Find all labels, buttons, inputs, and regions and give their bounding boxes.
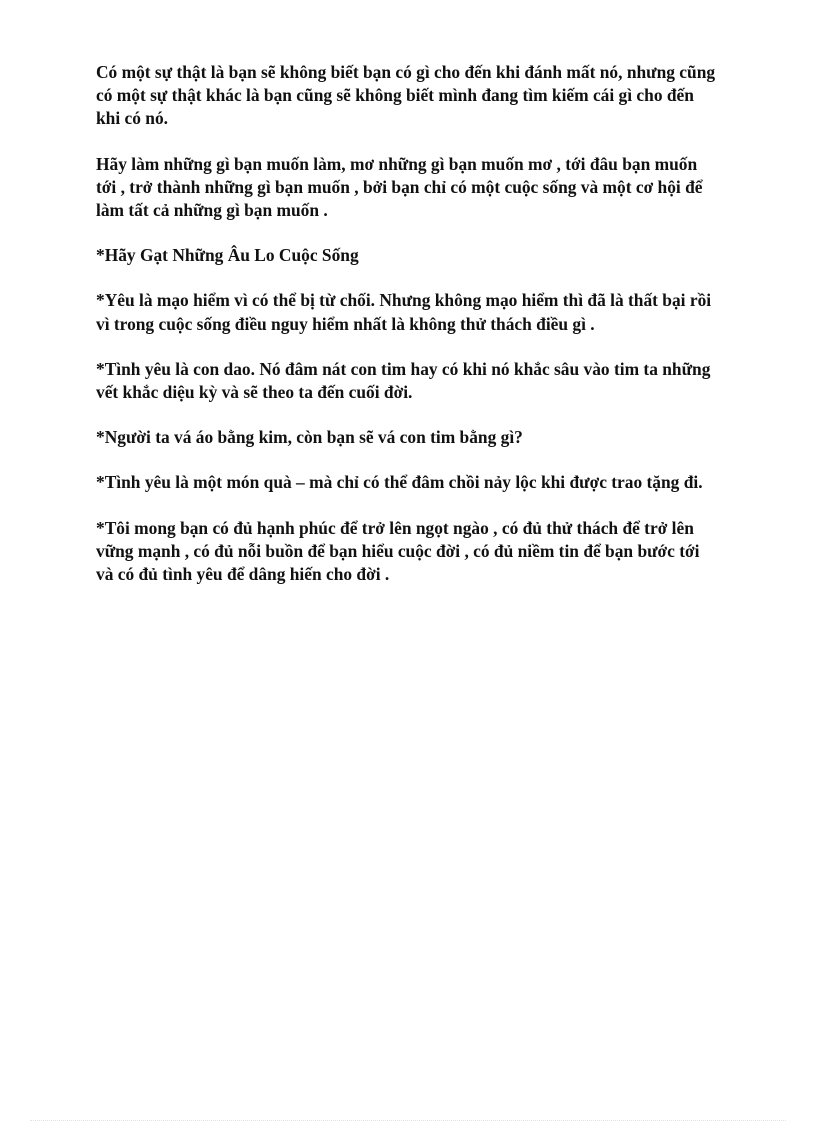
- paragraph-intro-truth: Có một sự thật là bạn sẽ không biết bạn có gì cho đến khi đánh mất nó, nhưng cũng có một sự thật khác là bạn cũng sẽ không biết mình đang tìm kiếm cái gì cho đến khi có nó.: [96, 62, 716, 129]
- paragraph-wish: *Tôi mong bạn có đủ hạnh phúc để trở lên ngọt ngào , có đủ thử thách để trở lên vững mạnh , có đủ nỗi buồn để bạn hiểu cuộc đời , có đủ niềm tin để bạn bước tới và có đủ tình yêu để dâng hiến cho đời .: [96, 517, 700, 585]
- paragraph-love-risk: *Yêu là mạo hiểm vì có thể bị từ chối. Nhưng không mạo hiểm thì đã là thất bại rồi vì trong cuộc sống điều nguy hiểm nhất là không thử thách điều gì .: [96, 290, 712, 334]
- paragraph-heading-worries: *Hãy Gạt Những Âu Lo Cuộc Sống: [96, 245, 359, 266]
- page-bottom-divider: [30, 1120, 786, 1121]
- paragraph-do-what-you-want: Hãy làm những gì bạn muốn làm, mơ những gì bạn muốn mơ , tới đâu bạn muốn tới , trở thành những gì bạn muốn , bởi bạn chỉ có một cuộc sống và một cơ hội để làm tất cả những gì bạn muốn .: [96, 153, 703, 221]
- paragraph-love-knife: *Tình yêu là con dao. Nó đâm nát con tim hay có khi nó khắc sâu vào tim ta những vết khắc diệu kỳ và sẽ theo ta đến cuối đời.: [96, 358, 711, 403]
- paragraph-love-gift: *Tình yêu là một món quà – mà chỉ có thể đâm chồi nảy lộc khi được trao tặng đi.: [96, 472, 703, 493]
- paragraph-mend-heart: *Người ta vá áo bằng kim, còn bạn sẽ vá con tim bằng gì?: [96, 427, 523, 448]
- document-body: [96, 61, 768, 608]
